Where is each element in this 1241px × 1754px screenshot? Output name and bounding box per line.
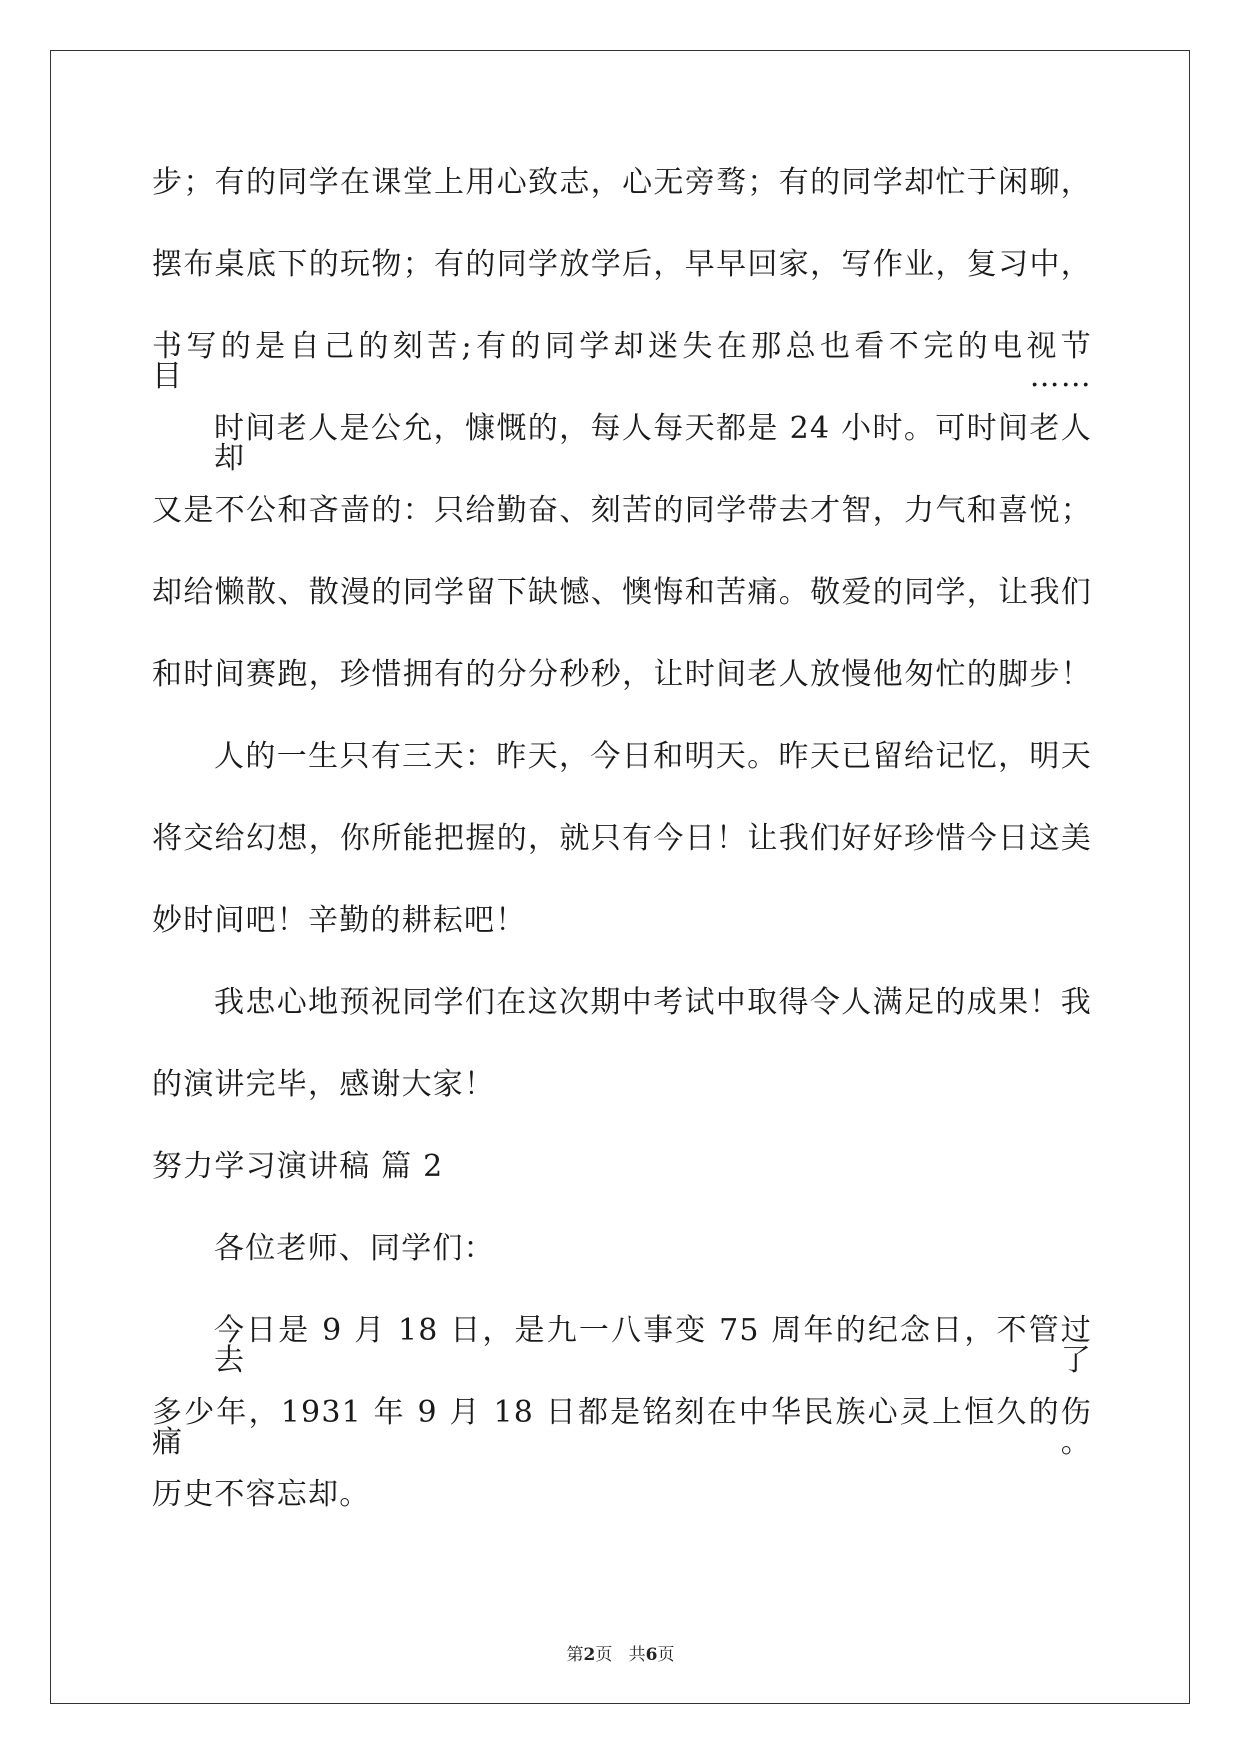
text-line: 妙时间吧！辛勤的耕耘吧！ [152,903,527,938]
text-line: 又是不公和吝啬的：只给勤奋、刻苦的同学带去才智，力气和喜悦； [152,493,1092,528]
section-heading: 努力学习演讲稿 篇 2 [152,1149,444,1184]
total-page-count: 6 [645,1645,658,1665]
footer-prefix: 第 [566,1645,584,1665]
text-line: 多少年，1931 年 9 月 18 日都是铭刻在中华民族心灵上恒久的伤痛。 [152,1395,1092,1460]
paragraph-start-line: 今日是 9 月 18 日，是九一八事变 75 周年的纪念日，不管过去了 [214,1313,1092,1378]
text-line: 却给懒散、散漫的同学留下缺憾、懊悔和苦痛。敬爱的同学，让我们 [152,575,1092,610]
page-footer [0,1640,1241,1665]
text-line: 的演讲完毕，感谢大家！ [152,1067,496,1102]
current-page-number: 2 [583,1645,596,1665]
text-line: 历史不容忘却。 [152,1477,371,1512]
footer-suffix: 页 [657,1645,675,1665]
footer-middle: 页 共 [595,1645,646,1665]
document-body [152,165,1092,1562]
text-line: 步；有的同学在课堂上用心致志，心无旁骛；有的同学却忙于闲聊， [152,165,1092,200]
text-line: 和时间赛跑，珍惜拥有的分分秒秒，让时间老人放慢他匆忙的脚步！ [152,657,1092,692]
paragraph-start-line: 时间老人是公允，慷慨的，每人每天都是 24 小时。可时间老人却 [214,411,1092,476]
salutation: 各位老师、同学们： [214,1231,495,1266]
text-line: 摆布桌底下的玩物；有的同学放学后，早早回家，写作业，复习中， [152,247,1092,282]
paragraph-start-line: 我忠心地预祝同学们在这次期中考试中取得令人满足的成果！我 [214,985,1092,1020]
text-line: 书写的是自己的刻苦;有的同学却迷失在那总也看不完的电视节目…… [152,329,1092,394]
paragraph-start-line: 人的一生只有三天：昨天，今日和明天。昨天已留给记忆，明天 [214,739,1092,774]
text-line: 将交给幻想，你所能把握的，就只有今日！让我们好好珍惜今日这美 [152,821,1092,856]
